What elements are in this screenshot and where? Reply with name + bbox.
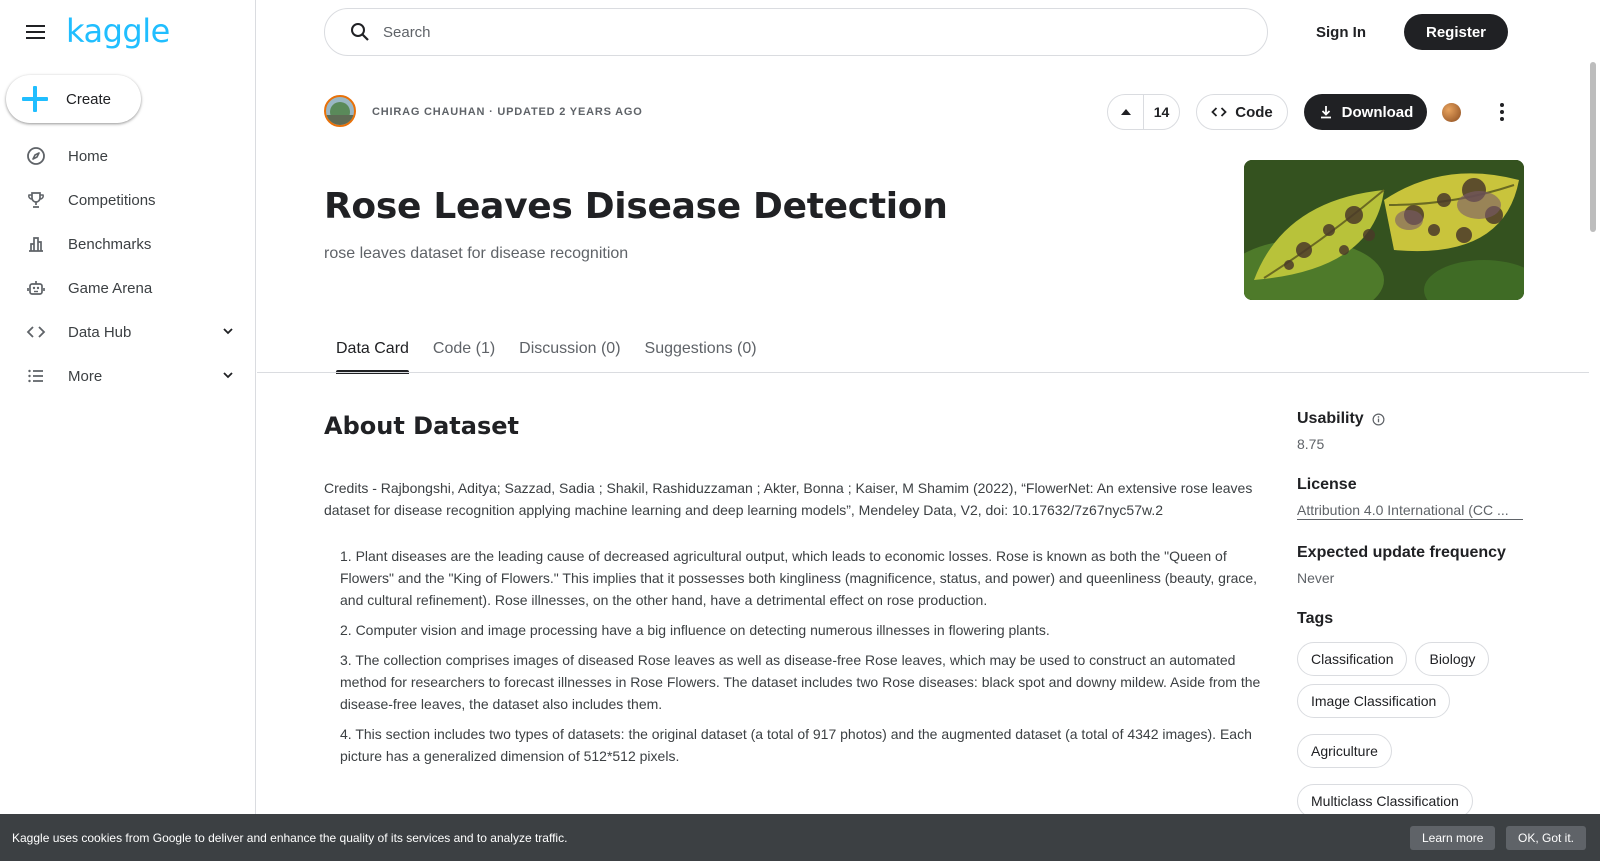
sidebar-item-label: Competitions [68,191,156,209]
sidebar-item-label: Data Hub [68,323,132,341]
tab-suggestions[interactable]: Suggestions (0) [644,340,757,357]
tag-chip[interactable]: Image Classification [1297,684,1450,718]
code-button-label: Code [1235,103,1273,121]
code-button[interactable] [1196,94,1288,130]
about-heading: About Dataset [324,412,519,440]
author-avatar[interactable] [324,95,356,127]
credits-text: Credits - Rajbongshi, Aditya; Sazzad, Sadia ; Shakil, Rashiduzzaman ; Akter, Bonna ; Kaiser, M Shamim (2022), “FlowerNet: An extensive rose leaves dataset for disease recognition applying machine learning and deep learning models”, Mendeley Data, V2, doi: 10.17632/7z67nyc57w.2 [324,480,1253,518]
tags-list [1297,642,1527,818]
sidebar-item-label: Game Arena [68,279,153,297]
license-heading: License [1297,476,1357,493]
tag-chip[interactable]: Biology [1415,642,1489,676]
create-button[interactable] [6,75,141,123]
compass-icon [26,146,46,166]
chevron-down-icon[interactable] [221,324,235,338]
sidebar-item-label: Home [68,147,109,165]
upvote-control [1107,94,1180,130]
page-title: Rose Leaves Disease Detection [324,186,948,227]
learn-more-button[interactable]: Learn more [1410,826,1495,850]
dataset-metadata [1297,410,1527,842]
list-item: 2. Computer vision and image processing have a big influence on detecting numerous illnesses in flowering plants. [340,622,1050,638]
download-button[interactable] [1304,94,1427,130]
tab-discussion[interactable]: Discussion (0) [519,340,621,357]
cookie-message: Kaggle uses cookies from Google to deliver and enhance the quality of its services and to analyze traffic. [12,830,568,845]
code-icon [1211,104,1227,120]
sign-in-button[interactable]: Sign In [1316,23,1366,41]
kaggle-logo[interactable]: kaggle [66,12,170,50]
create-button-label: Create [66,90,112,108]
frequency-heading: Expected update frequency [1297,544,1506,561]
more-options-icon[interactable] [1490,100,1514,124]
frequency-value: Never [1297,570,1335,586]
info-icon[interactable] [1372,413,1385,426]
usability-label: Usability [1297,410,1364,427]
tag-chip[interactable]: Agriculture [1297,734,1392,768]
download-icon [1318,104,1334,120]
search-bar[interactable] [324,8,1268,56]
sidebar-item-label: Benchmarks [68,235,152,253]
dataset-tabs [324,332,769,372]
rose-leaf-image [1244,160,1524,300]
sidebar-nav [0,134,255,398]
vote-count: 14 [1153,104,1170,120]
register-button[interactable]: Register [1404,14,1508,50]
chevron-down-icon[interactable] [221,368,235,382]
license-link[interactable]: Attribution 4.0 International (CC ... [1297,502,1523,520]
cookie-banner [0,814,1600,861]
sidebar-item-game-arena[interactable] [0,266,255,310]
sidebar-item-benchmarks[interactable] [0,222,255,266]
usability-value: 8.75 [1297,436,1325,452]
page-subtitle: rose leaves dataset for disease recognition [324,245,629,262]
search-input[interactable] [383,24,1183,41]
sidebar-item-competitions[interactable] [0,178,255,222]
dataset-cover-image [1244,160,1524,300]
tab-code[interactable]: Code (1) [432,340,496,357]
tabs-divider [257,372,1589,373]
accept-cookies-button[interactable]: OK, Got it. [1506,826,1586,850]
tab-data-card[interactable]: Data Card [324,332,421,372]
sidebar-item-more[interactable] [0,354,255,398]
plus-icon [22,86,48,112]
list-item: 1. Plant diseases are the leading cause of decreased agricultural output, which leads to economic losses. Rose is known as both the "Queen of Flowers" and the "King of Flowers." This implies that it possesses both kingliness (magnificence, status, and power) and queenliness (beauty, grace, and cultural refinement). Rose illnesses, on the other hand, have a detrimental effect on rose production. [340,548,1258,608]
code-icon [26,322,46,342]
sidebar-item-home[interactable] [0,134,255,178]
list-item: 4. This section includes two types of datasets: the original dataset (a total of 917 photos) and the augmented dataset (a total of 4342 images). Each picture has a generalized dimension of 512*512 pixels. [340,726,1252,764]
about-list [340,545,1272,775]
sidebar [0,0,256,861]
sidebar-item-label: More [68,367,103,385]
bar-chart-icon [26,234,46,254]
trophy-icon [26,190,46,210]
tags-heading: Tags [1297,610,1334,627]
caret-up-icon [1121,109,1131,115]
usability-heading [1297,410,1527,428]
tag-chip[interactable]: Multiclass Classification [1297,784,1473,818]
search-icon [349,21,371,43]
download-button-label: Download [1341,103,1414,121]
upvote-button[interactable] [1108,95,1144,129]
author-updated-line: CHIRAG CHAUHAN · UPDATED 2 YEARS AGO [372,106,643,118]
robot-icon [26,278,46,298]
list-icon [26,366,46,386]
list-item: 3. The collection comprises images of diseased Rose leaves as well as disease-free Rose leaves, which may be used to construct an automated method for researchers to forecast illnesses in Rose Flowers. The dataset includes two Rose diseases: black spot and downy mildew. Aside from the disease-free leaves, the dataset also includes them. [340,652,1261,712]
bronze-medal-icon[interactable] [1442,103,1461,122]
page-scrollbar[interactable] [1590,62,1596,232]
sidebar-item-data-hub[interactable] [0,310,255,354]
tag-chip[interactable]: Classification [1297,642,1407,676]
hamburger-menu-icon[interactable] [24,20,48,44]
